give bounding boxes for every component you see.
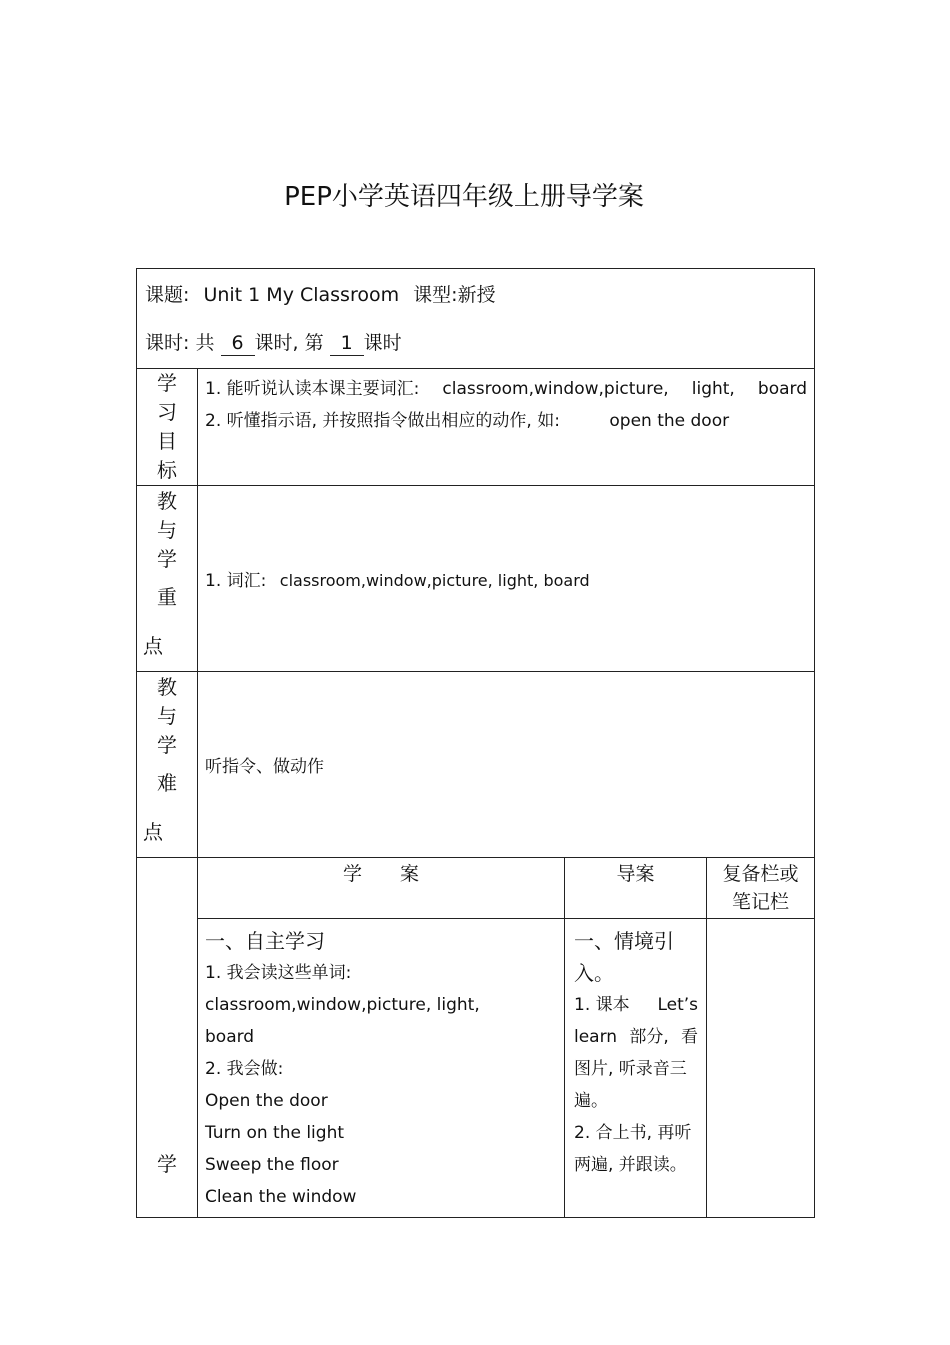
self-study-item1: 1. 我会读这些单词: [205,963,352,983]
guide-text: learn [574,1027,618,1047]
key-points-words: classroom,window,picture, light, board [279,571,590,590]
difficulties-content: 听指令、做动作 [198,672,815,858]
guide-heading: 一、情境引 [574,929,674,953]
difficulties-label [137,672,198,858]
type-value: 新授 [457,284,496,306]
action-item: Turn on the light [205,1123,345,1143]
key-points-label-char: 教 [157,489,177,513]
lesson-plan-table [136,268,815,1218]
guide-line: 2. 合上书, 再听 [574,1123,692,1143]
page-title: PEP小学英语四年级上册导学案 [284,182,644,212]
objective-1-word: classroom,window,picture, [442,379,669,399]
difficulties-label-char: 学 [157,733,177,757]
guide-line [574,1021,698,1053]
objective-2-prefix: 2. 听懂指示语, 并按照指令做出相应的动作, 如: [205,411,560,431]
topic-label: 课题: [145,284,190,306]
objectives-label-char: 标 [157,458,177,482]
key-points-label-char: 学 [157,547,177,571]
notes-cell [707,919,815,1218]
key-points-label-char: 重 [157,585,177,609]
hours-label: 课时: 共 [145,332,215,354]
action-item: Open the door [205,1091,328,1111]
action-item: Clean the window [205,1187,357,1207]
column-xue-an: 学 案 [198,858,565,919]
column-notes [707,858,815,919]
guide-line [574,989,698,1021]
difficulties-label-char: 难 [157,771,177,795]
self-study-words: board [205,1027,255,1047]
objectives-label-char: 目 [157,429,177,453]
guide-line: 图片, 听录音三 [574,1059,687,1079]
guide-line: 遍。 [574,1091,608,1111]
difficulties-label-char: 与 [157,704,177,728]
self-study-heading: 一、自主学习 [205,929,325,953]
topic-value: Unit 1 My Classroom [203,284,400,306]
guide-line: 两遍, 并跟读。 [574,1155,687,1175]
key-points-label-char: 点 [143,634,163,658]
self-study-item2: 2. 我会做: [205,1059,284,1079]
hours-mid: 课时, 第 [254,332,324,354]
hours-end: 课时 [363,332,402,354]
key-points-prefix: 1. 词汇: [205,571,267,591]
difficulties-label-char: 点 [143,820,163,844]
guide-heading: 入。 [574,961,614,985]
difficulties-label-char: 教 [157,675,177,699]
column-notes-line2: 笔记栏 [732,891,790,913]
guide-cell [565,919,707,1218]
objectives-label-char: 学 [157,371,177,395]
self-study-cell [198,919,565,1218]
objective-1-word: board [757,379,807,399]
objective-1-prefix: 1. 能听说认读本课主要词汇: [205,379,420,399]
process-side-char: 学 [157,1152,177,1176]
column-notes-line1: 复备栏或 [722,863,799,885]
objectives-label-char: 习 [157,400,177,424]
key-points-label-char: 与 [157,518,177,542]
guide-text: Let’s [657,995,698,1015]
guide-text: 1. 课本 [574,995,630,1015]
column-dao-an: 导案 [565,858,707,919]
objective-2-example: open the door [609,411,730,431]
self-study-words: classroom,window,picture, light, [205,995,480,1015]
lesson-header [137,269,815,369]
key-points-content [198,486,815,672]
key-points-label [137,486,198,672]
hours-total: 6 [221,331,255,356]
objectives-content [198,369,815,486]
process-side-label [137,858,198,1218]
action-item: Sweep the floor [205,1155,339,1175]
guide-text: 部分, [629,1027,669,1047]
hours-current: 1 [330,331,364,356]
objective-1-word: light, [691,379,735,399]
type-label: 课型: [413,284,458,306]
guide-text: 看 [680,1027,698,1047]
objectives-label [137,369,198,486]
